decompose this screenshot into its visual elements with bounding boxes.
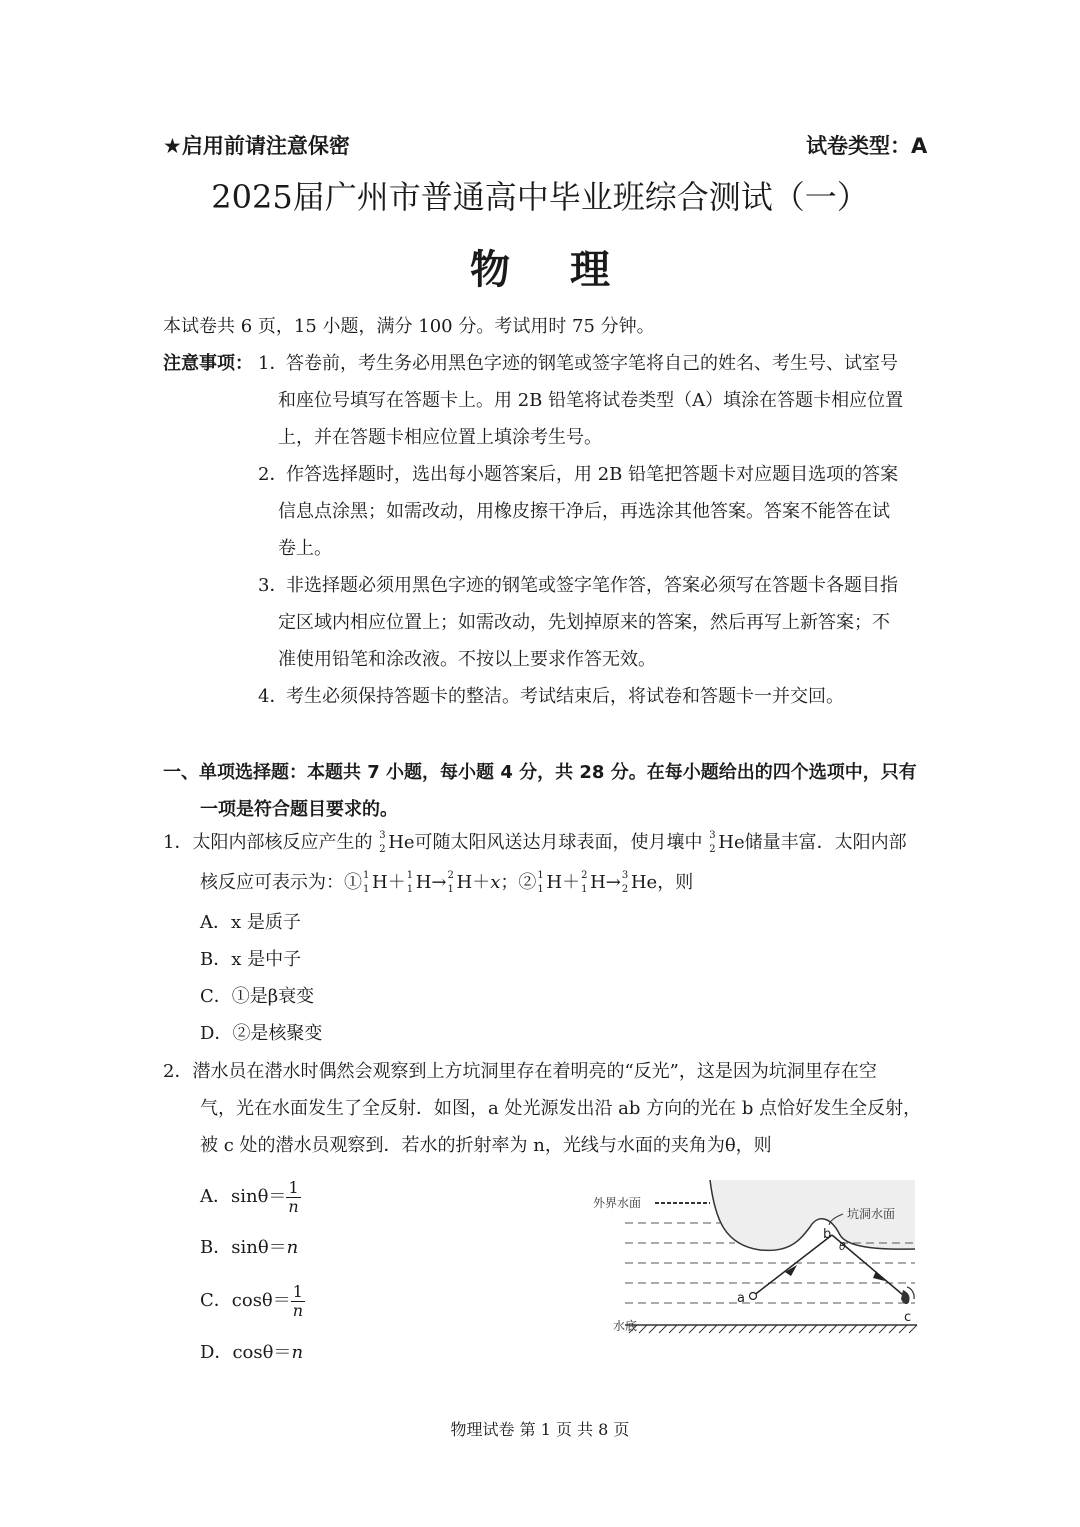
isotope-he3: 3 2 He	[709, 830, 745, 855]
question-number: 1．	[163, 832, 193, 853]
option-a[interactable]: A．x 是质子	[200, 912, 301, 933]
notice-item-1-line: 答卷前，考生务必用黑色字迹的钢笔或签字笔将自己的姓名、考生号、试室号	[286, 353, 898, 374]
isotope-h1: 1 1 H	[406, 870, 432, 895]
section-heading-cont: 一项是符合题目要求的。	[200, 799, 398, 820]
notice-item-1-num: 1．	[258, 353, 288, 374]
option-b[interactable]: B．x 是中子	[200, 949, 302, 970]
point-a-marker	[750, 1293, 757, 1300]
paper-type: 试卷类型：A	[806, 134, 928, 158]
isotope-h2: 2 1 H	[581, 870, 606, 895]
notice-item-2-line: 卷上。	[278, 538, 332, 559]
intro-text: 本试卷共 6 页，15 小题，满分 100 分。考试用时 75 分钟。	[163, 316, 655, 337]
arrow-head	[873, 1271, 885, 1281]
cave-surface-label: 坑洞水面	[847, 1207, 896, 1221]
isotope-he3: 3 2 He	[621, 870, 658, 895]
page-footer: 物理试卷 第 1 页 共 8 页	[450, 1420, 630, 1439]
question-text: 可随太阳风送达月球表面，使月壤中	[414, 832, 703, 853]
option-d[interactable]: D．cosθ＝n	[200, 1342, 304, 1363]
notice-item-3-line: 非选择题必须用黑色字迹的钢笔或签字笔作答，答案必须写在答题卡各题目指	[286, 575, 898, 596]
question-text: 太阳内部核反应产生的	[192, 832, 373, 853]
notice-item-4-line: 考生必须保持答题卡的整洁。考试结束后，将试卷和答题卡一并交回。	[286, 686, 844, 707]
option-c[interactable]: C．cosθ＝ $\frac{1}{n}$	[200, 1281, 304, 1320]
bottom-hatch	[629, 1325, 917, 1333]
fraction: $\frac{1}{n}$	[288, 1177, 299, 1216]
option-a[interactable]: A．sinθ＝ $\frac{1}{n}$	[200, 1177, 299, 1216]
point-a-label: a	[737, 1291, 745, 1306]
question-number: 2．	[163, 1061, 193, 1082]
point-c-label: c	[904, 1310, 912, 1325]
subject-title: 物理	[470, 247, 670, 293]
bottom-label: 水底	[613, 1319, 638, 1333]
fraction: $\frac{1}{n}$	[292, 1281, 304, 1320]
point-b-label: b	[823, 1227, 832, 1242]
theta-label: θ	[839, 1240, 846, 1253]
question-1	[163, 830, 907, 855]
notice-item-4-num: 4．	[258, 686, 288, 707]
notice-item-2-line: 作答选择题时，选出每小题答案后，用 2B 铅笔把答题卡对应题目选项的答案	[286, 464, 899, 485]
notice-item-2-num: 2．	[258, 464, 288, 485]
section-heading: 一、单项选择题：本题共 7 小题，每小题 4 分，共 28 分。在每小题给出的四个选项中，只有	[163, 762, 917, 783]
isotope-h2: 2 1 H	[447, 870, 473, 895]
option-b[interactable]: B．sinθ＝n	[200, 1237, 299, 1258]
notice-item-3-line: 准使用铅笔和涂改液。不按以上要求作答无效。	[278, 649, 656, 670]
notice-item-1-line: 上，并在答题卡相应位置上填涂考生号。	[278, 427, 602, 448]
question-2: 2．潜水员在潜水时偶然会观察到上方坑洞里存在着明亮的“反光”，这是因为坑洞里存在空	[163, 1061, 877, 1082]
notice-item-2-line: 信息点涂黑；如需改动，用橡皮擦干净后，再选涂其他答案。答案不能答在试	[278, 501, 890, 522]
question-2-line: 被 c 处的潜水员观察到．若水的折射率为 n，光线与水面的夹角为θ，则	[200, 1135, 772, 1156]
diver-icon	[901, 1290, 910, 1304]
notice-item-1-line: 和座位号填写在答题卡上。用 2B 铅笔将试卷类型（A）填涂在答题卡相应位置	[278, 390, 904, 411]
question-text: 储量丰富．太阳内部	[744, 832, 907, 853]
question-2-line: 气，光在水面发生了全反射．如图，a 处光源发出沿 ab 方向的光在 b 点恰好发生全反射，	[200, 1098, 922, 1119]
cave-reflection-diagram	[585, 1175, 935, 1345]
isotope-h1: 1 1 H	[537, 870, 563, 895]
confidential-notice: ★启用前请注意保密	[163, 134, 350, 158]
notice-label: 注意事项：	[163, 353, 253, 374]
exam-title: 2025届广州市普通高中毕业班综合测试（一）	[211, 178, 869, 216]
outer-surface-label: 外界水面	[593, 1196, 642, 1210]
notice-item-3-num: 3．	[258, 575, 288, 596]
isotope-he3: 3 2 He	[379, 830, 415, 855]
notice-item-3-line: 定区域内相应位置上；如需改动，先划掉原来的答案，然后再写上新答案；不	[278, 612, 890, 633]
isotope-h1: 1 1 H	[363, 870, 388, 895]
option-d[interactable]: D．②是核聚变	[200, 1023, 323, 1044]
option-c[interactable]: C．①是β衰变	[200, 986, 315, 1007]
question-1-reactions: 核反应可表示为：① 1 1 H＋ 1 1 H→ 2 1 H＋x；② 1 1 H＋ 2 1 H→ 3 2 He，则	[200, 870, 694, 895]
